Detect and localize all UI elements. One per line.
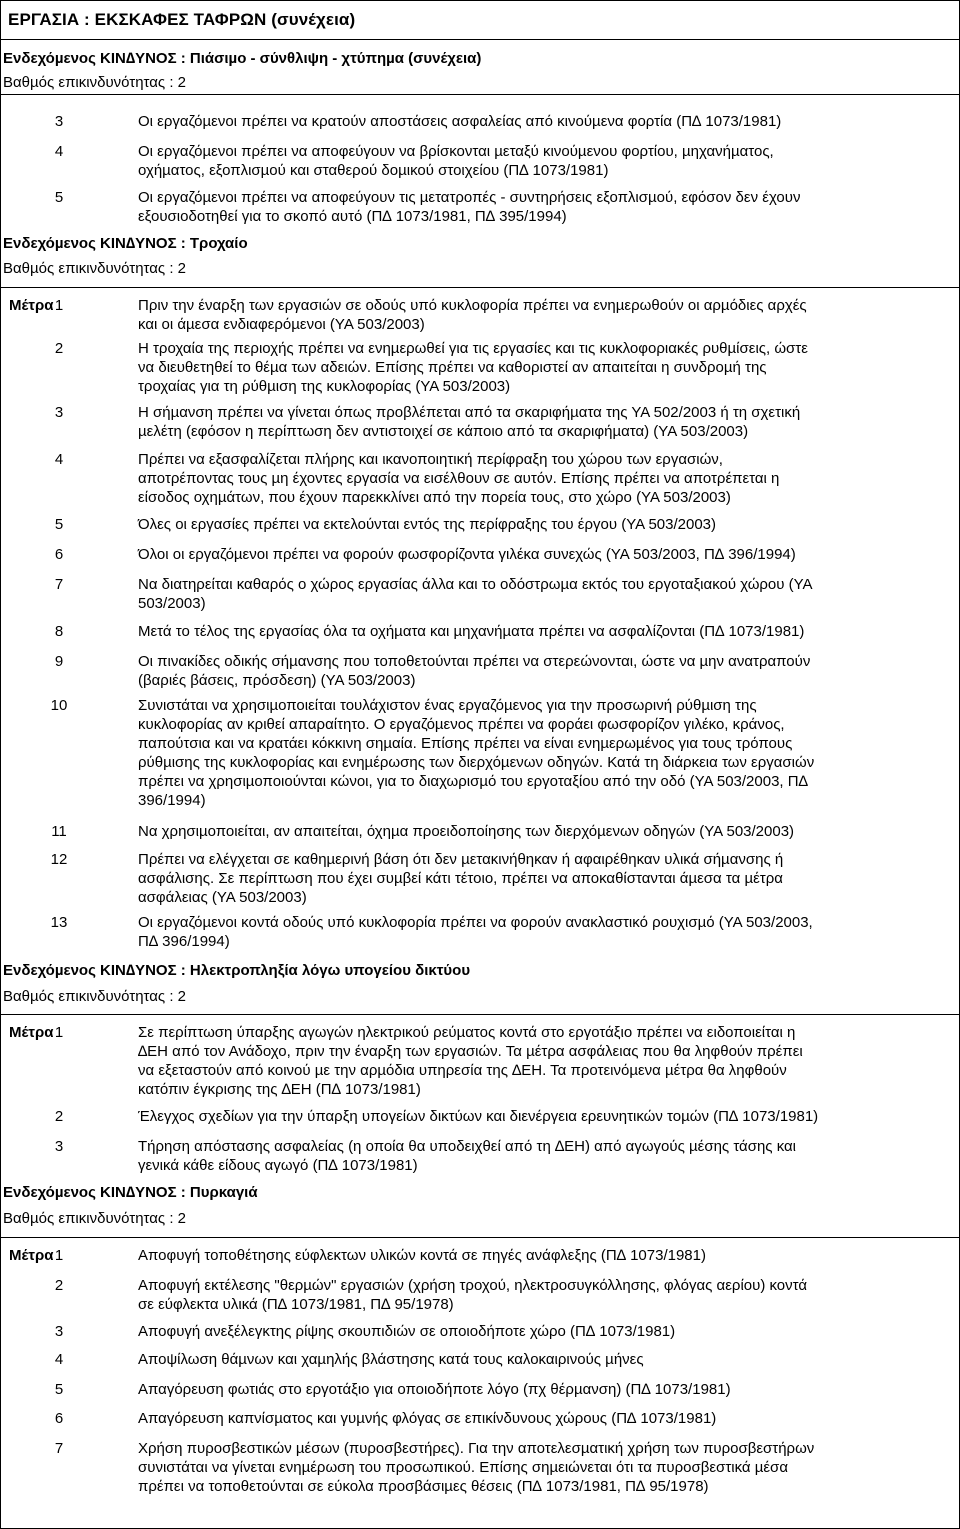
measure-text-line: Όλες οι εργασίες πρέπει να εκτελούνται εντός της περίφραξης του έργου (ΥΑ 503/2003) [138, 516, 717, 533]
measure-text-line: και οι άµεσα ενδιαφερόµενοι (ΥΑ 503/2003) [138, 316, 425, 333]
measure-text-line: Πριν την έναρξη των εργασιών σε οδούς υπό κυκλοφορία πρέπει να ενηµερωθούν οι αρµόδιες αρχές [138, 297, 807, 314]
measure-text [138, 1276, 954, 1314]
measure-number: 6 [54, 1410, 64, 1427]
measure-text [138, 1137, 954, 1175]
measure-text [138, 622, 954, 641]
section-divider [0, 39, 960, 40]
measure-text-line: πρέπει να τοποθετούνται σε εύκολα προσβάσιµες θέσεις (Π∆ 1073/1981, Π∆ 95/1978) [138, 1478, 709, 1495]
section-divider [0, 1237, 960, 1238]
hazard-heading: Ενδεχόµενος ΚΙΝ∆ΥΝΟΣ : Πυρκαγιά [3, 1184, 258, 1201]
measure-text [138, 545, 954, 564]
measure-text [138, 1350, 954, 1369]
measure-number: 4 [54, 451, 64, 468]
measure-text [138, 913, 954, 951]
measure-number: 1 [54, 1024, 64, 1041]
measure-text-line: Πρέπει να ελέγχεται σε καθηµερινή βάση ότι δεν µετακινήθηκαν ή αφαιρέθηκαν υλικά σήµανσης ή [138, 851, 784, 868]
measure-text-line: Να χρησιµοποιείται, αν απαιτείται, όχηµα προειδοποίησης των διερχόµενων οδηγών (ΥΑ 503/2003) [138, 823, 795, 840]
measure-number: 10 [50, 697, 68, 714]
measure-text-line: Αποψίλωση θάµνων και χαµηλής βλάστησης κατά τους καλοκαιρινούς µήνες [138, 1351, 644, 1368]
measure-text-line: Αποφυγή τοποθέτησης εύφλεκτων υλικών κοντά σε πηγές ανάφλεξης (Π∆ 1073/1981) [138, 1247, 706, 1264]
measure-text [138, 142, 954, 180]
hazard-heading: Ενδεχόµενος ΚΙΝ∆ΥΝΟΣ : Τροχαίο [3, 235, 248, 252]
measure-text [138, 188, 954, 226]
measures-label: Μέτρα [9, 297, 54, 314]
measure-text-line: Όλοι οι εργαζόµενοι πρέπει να φορούν φωσφορίζοντα γιλέκα συνεχώς (ΥΑ 503/2003, Π∆ 396/1994) [138, 546, 796, 563]
measures-label: Μέτρα [9, 1247, 54, 1264]
measure-text-line: Σε περίπτωση ύπαρξης αγωγών ηλεκτρικού ρεύµατος κοντά στο εργοτάξιο πρέπει να ειδοποιείται η [138, 1024, 796, 1041]
measure-text-line: ασφάλειας (ΥΑ 503/2003) [138, 889, 307, 906]
risk-degree: Βαθµός επικινδυνότητας : 2 [3, 988, 187, 1005]
measure-text [138, 1380, 954, 1399]
measure-number: 1 [54, 297, 64, 314]
measure-text-line: ∆ΕΗ από τον Ανάδοχο, πριν την έναρξη των εργασιών. Τα µέτρα ασφάλειας που θα ληφθούν πρέπει [138, 1043, 803, 1060]
measure-text-line: πρέπει να χρησιµοποιούνται κώνοι, για το διαχωρισµό του εργοταξίου από την οδό (ΥΑ 503/2003, Π∆ [138, 773, 808, 790]
measure-number: 1 [54, 1247, 64, 1264]
measure-text-line: Τήρηση απόστασης ασφαλείας (η οποία θα υποδειχθεί από τη ∆ΕΗ) από αγωγούς µέσης τάσης και [138, 1138, 797, 1155]
measure-text-line: παπούτσια και να κρατάει κόκκινη σηµαία. Επίσης πρέπει να είναι ενηµερωµένος για τους τρόπους [138, 735, 793, 752]
measure-text [138, 850, 954, 907]
measure-text-line: Η σήµανση πρέπει να γίνεται όπως προβλέπεται από τα σκαριφήµατα της ΥΑ 502/2003 ή τη σχετική [138, 404, 801, 421]
risk-degree: Βαθµός επικινδυνότητας : 2 [3, 74, 187, 91]
measure-number: 2 [54, 340, 64, 357]
measure-text-line: Π∆ 396/1994) [138, 933, 230, 950]
measure-text [138, 1107, 954, 1126]
measure-number: 8 [54, 623, 64, 640]
measure-text-line: Η τροχαία της περιοχής πρέπει να ενηµερωθεί για τις εργασίες και τις κυκλοφοριακές ρυθµίσεις, ώστε [138, 340, 808, 357]
measure-text-line: Να διατηρείται καθαρός ο χώρος εργασίας άλλα και το οδόστρωµα εκτός του εργοταξιακού χώρου (ΥΑ [138, 576, 813, 593]
measure-text-line: Συνιστάται να χρησιµοποιείται τουλάχιστον ένας εργαζόµενος για την προσωρινή ρύθµιση της [138, 697, 757, 714]
hazard-heading: Ενδεχόµενος ΚΙΝ∆ΥΝΟΣ : Πιάσιµο - σύνθλιψη - χτύπηµα (συνέχεια) [3, 50, 482, 67]
measure-text-line: Πρέπει να εξασφαλίζεται πλήρης και ικανοποιητική περίφραξη του χώρου των εργασιών, [138, 451, 723, 468]
measure-text-line: συνιστάται να γίνεται ενηµέρωση του προσωπικού. Επίσης σηµειώνεται ότι τα πυροσβεστικά µέσα [138, 1459, 788, 1476]
measure-text-line: 396/1994) [138, 792, 206, 809]
measure-text-line: ρύθµισης της κυκλοφορίας και ενηµέρωσης των διερχόµενων οδηγών. Κατά τη διάρκεια των εργασιών [138, 754, 815, 771]
measure-text-line: να εξεταστούν από κοινού µε την αρµόδια υπηρεσία της ∆ΕΗ. Τα προτεινόµενα µέτρα θα ληφθούν [138, 1062, 787, 1079]
measure-text [138, 339, 954, 396]
measure-text [138, 515, 954, 534]
measure-text-line: σε εύφλεκτα υλικά (Π∆ 1073/1981, Π∆ 95/1978) [138, 1296, 454, 1313]
measure-text-line: Χρήση πυροσβεστικών µέσων (πυροσβεστήρες). Για την αποτελεσµατική χρήση των πυροσβεστήρων [138, 1440, 815, 1457]
measure-text-line: Απαγόρευση καπνίσµατος και γυµνής φλόγας σε επικίνδυνους χώρους (Π∆ 1073/1981) [138, 1410, 717, 1427]
measure-number: 3 [54, 404, 64, 421]
measure-text [138, 696, 954, 810]
measure-number: 2 [54, 1277, 64, 1294]
measure-text-line: οχήµατος, εξοπλισµού και σταθερού δοµικού στοιχείου (Π∆ 1073/1981) [138, 162, 609, 179]
measure-text-line: Μετά το τέλος της εργασίας όλα τα οχήµατα και µηχανήµατα πρέπει να ασφαλίζονται (Π∆ 1073/1981) [138, 623, 805, 640]
measure-number: 2 [54, 1108, 64, 1125]
measure-number: 5 [54, 189, 64, 206]
measure-text-line: κατόπιν έγκρισης της ∆ΕΗ (Π∆ 1073/1981) [138, 1081, 421, 1098]
measure-text [138, 1409, 954, 1428]
measure-text [138, 822, 954, 841]
measure-number: 3 [54, 1323, 64, 1340]
page-title: ΕΡΓΑΣΙΑ : ΕΚΣΚΑΦΕΣ ΤΑΦΡΩΝ (συνέχεια) [8, 10, 356, 29]
section-divider [0, 1014, 960, 1015]
measure-number: 7 [54, 1440, 64, 1457]
measure-text-line: Έλεγχος σχεδίων για την ύπαρξη υπογείων δικτύων και διενέργεια ερευνητικών τοµών (Π∆ 1073/1981) [138, 1108, 819, 1125]
measure-text [138, 112, 954, 131]
measure-text [138, 403, 954, 441]
measure-text [138, 450, 954, 507]
measure-text-line: αποτρέποντας τους µη έχοντες εργασία να εισέλθουν σε αυτόν. Επίσης πρέπει να αποτρέπεται η [138, 470, 780, 487]
measure-text-line: Οι εργαζόµενοι πρέπει να αποφεύγουν τις µετατροπές - συντηρήσεις εξοπλισµού, εφόσον δεν έχουν [138, 189, 801, 206]
measure-text-line: µελέτη (εφόσον η περίπτωση δεν αντιστοιχεί σε κάποιο από τα σκαριφήµατα) (ΥΑ 503/2003) [138, 423, 749, 440]
measures-label: Μέτρα [9, 1024, 54, 1041]
measure-number: 3 [54, 113, 64, 130]
measure-text-line: είσοδος οχηµάτων, που έχουν παρεκκλίνει από την πορεία τους, στο χώρο (ΥΑ 503/2003) [138, 489, 731, 506]
measure-text-line: (βαριές βάσεις, πρόσδεση) (ΥΑ 503/2003) [138, 672, 416, 689]
section-divider [0, 287, 960, 288]
measure-text [138, 1322, 954, 1341]
measure-text-line: ασφάλισης. Σε περίπτωση που έχει συµβεί κάτι τέτοιο, πρέπει να αποκαθίστανται άµεσα τα µέτρα [138, 870, 783, 887]
measure-text-line: εξουσιοδοτηθεί για το σκοπό αυτό (Π∆ 1073/1981, Π∆ 395/1994) [138, 208, 567, 225]
measure-text-line: Αποφυγή εκτέλεσης "θερµών" εργασιών (χρήση τροχού, ηλεκτροσυγκόλλησης, φλόγας αερίου) κοντά [138, 1277, 808, 1294]
measure-number: 5 [54, 516, 64, 533]
measure-text-line: Οι εργαζόµενοι πρέπει να κρατούν αποστάσεις ασφαλείας από κινούµενα φορτία (Π∆ 1073/1981) [138, 113, 782, 130]
measure-number: 3 [54, 1138, 64, 1155]
measure-text-line: να διευθετηθεί το θέµα των αδειών. Επίσης πρέπει να καθοριστεί αν απαιτείται η συνδροµή της [138, 359, 767, 376]
measure-text-line: Αποφυγή ανεξέλεγκτης ρίψης σκουπιδιών σε οποιοδήποτε χώρο (Π∆ 1073/1981) [138, 1323, 676, 1340]
measure-text-line: γενικά κάθε είδους αγωγό (Π∆ 1073/1981) [138, 1157, 418, 1174]
measure-text-line: κυκλοφορίας αν κριθεί απαραίτητο. Ο εργαζόµενος πρέπει να φοράει φωσφορίζον γιλέκο, κράνος, [138, 716, 785, 733]
measure-text-line: Οι εργαζόµενοι πρέπει να αποφεύγουν να βρίσκονται µεταξύ κινούµενου φορτίου, µηχανήµατος, [138, 143, 774, 160]
measure-number: 7 [54, 576, 64, 593]
risk-degree: Βαθµός επικινδυνότητας : 2 [3, 260, 187, 277]
measure-text [138, 652, 954, 690]
risk-degree: Βαθµός επικινδυνότητας : 2 [3, 1210, 187, 1227]
measure-number: 12 [50, 851, 68, 868]
measure-number: 5 [54, 1381, 64, 1398]
measure-number: 4 [54, 143, 64, 160]
measure-number: 11 [51, 823, 67, 840]
measure-text [138, 1246, 954, 1265]
measure-text [138, 1023, 954, 1099]
measure-text [138, 1439, 954, 1496]
measure-text [138, 575, 954, 613]
measure-text-line: Οι εργαζόµενοι κοντά οδούς υπό κυκλοφορία πρέπει να φορούν ανακλαστικό ρουχισµό (ΥΑ 503/2003, [138, 914, 813, 931]
measure-text [138, 296, 954, 334]
hazard-heading: Ενδεχόµενος ΚΙΝ∆ΥΝΟΣ : Ηλεκτροπληξία λόγω υπογείου δικτύου [3, 962, 471, 979]
section-divider [0, 94, 960, 95]
measure-text-line: Απαγόρευση φωτιάς στο εργοτάξιο για οποιοδήποτε λόγο (πχ θέρµανση) (Π∆ 1073/1981) [138, 1381, 731, 1398]
measure-number: 9 [54, 653, 64, 670]
measure-text-line: Οι πινακίδες οδικής σήµανσης που τοποθετούνται πρέπει να στερεώνονται, ώστε να µην ανατραπούν [138, 653, 811, 670]
measure-number: 13 [50, 914, 68, 931]
measure-text-line: 503/2003) [138, 595, 206, 612]
measure-number: 4 [54, 1351, 64, 1368]
measure-number: 6 [54, 546, 64, 563]
measure-text-line: τροχαίας για τη ρύθµιση της κυκλοφορίας (ΥΑ 503/2003) [138, 378, 511, 395]
